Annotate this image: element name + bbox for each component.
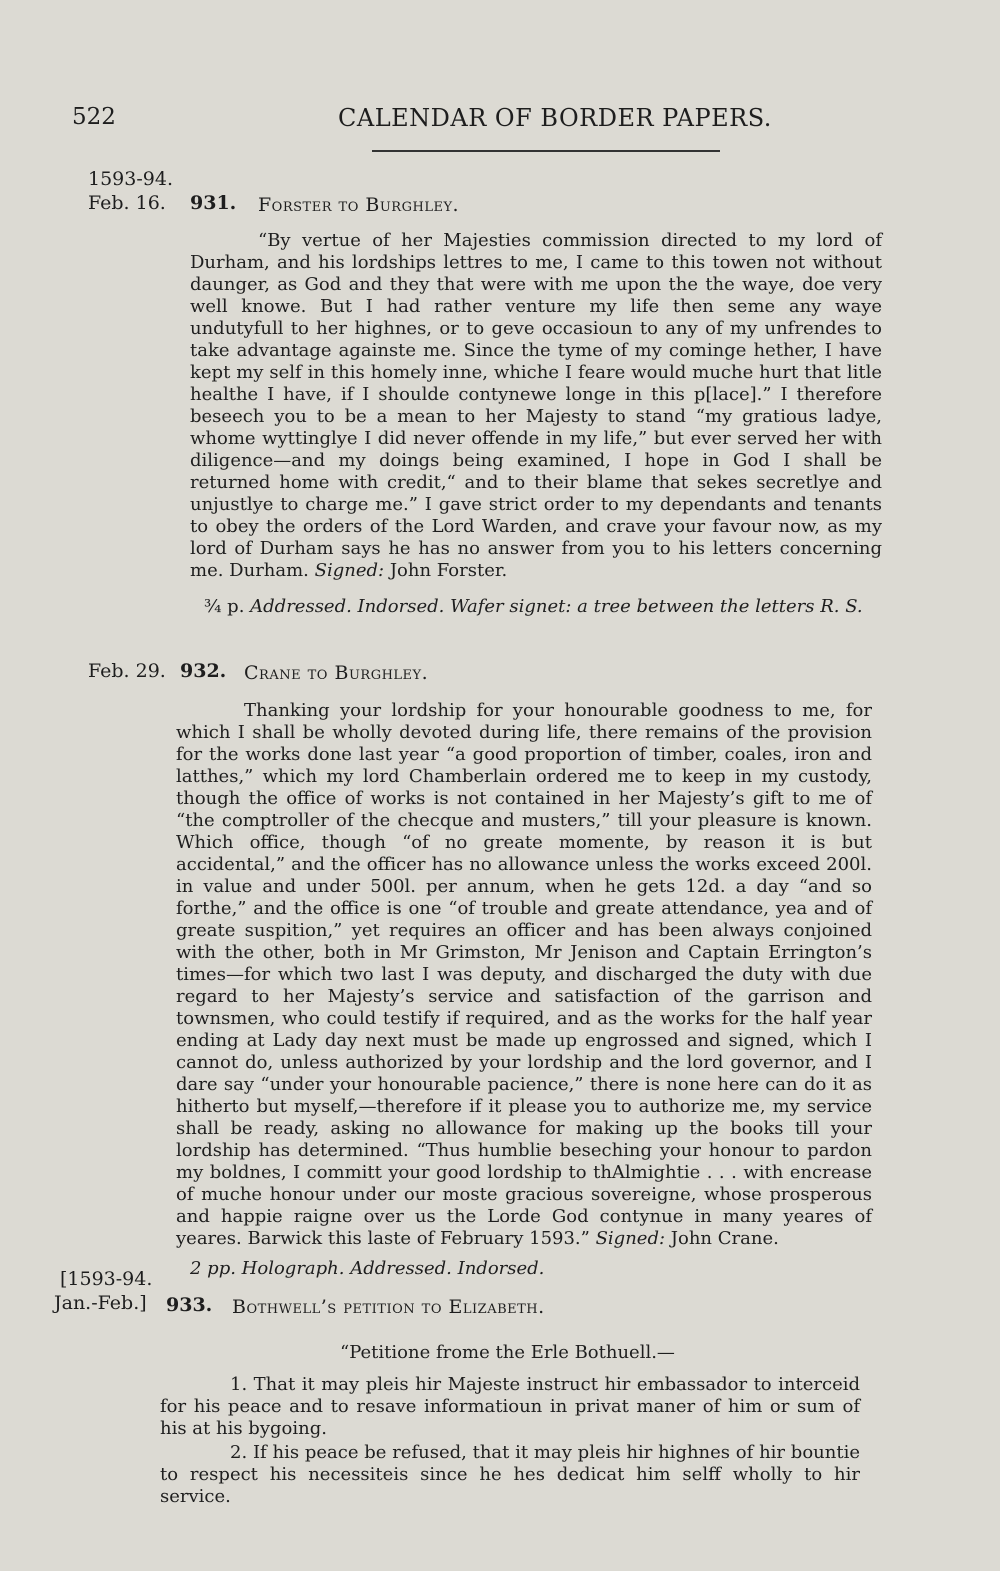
note-size: ¾ p. xyxy=(204,596,245,617)
entry-date: Feb. 29. xyxy=(88,660,166,682)
entry-body-text: “By vertue of her Majesties commission directed to my lord of Durham, and his lordships lettres to me, I came to this towen not without daunger, as God and they that were with me upon the the waye, doe very well knowe. But I had rather venture my life then seme any waye undutyfull to her highnes, or to geve occasioun to any of my unfrendes to take advantage againste me. Since the tyme of my cominge hether, I have kept my self in this homely inne, whiche I feare would muche hurt that litle healthe I have, if I shoulde contynewe longe in this p[lace].” I therefore beseech you to be a mean to her Majesty to stand “my gratious ladye, whome wyttinglye I did never offende in my life,” but ever served her with diligence—and my doings being examined, I hope in God I shall be returned home with credit,“ and to their blame that sekes secretlye and unjustlye to charge me.” I gave strict order to my dependants and tenants to obey the orders of the Lord Warden, and crave your favour now, as my lord of Durham says he has no answer from you to his letters concerning me. Durham. xyxy=(190,230,882,581)
running-title: CALENDAR OF BORDER PAPERS. xyxy=(338,104,772,132)
petition-item: 1. That it may pleis hir Majeste instruct hir embassador to interceid for his peace and to resave informatioun in privat maner of him or sum of his at his bygoing. xyxy=(160,1374,860,1439)
entry-note xyxy=(190,596,882,618)
entry-date: Jan.-Feb.] xyxy=(54,1292,147,1314)
entry-number: 931. xyxy=(190,192,237,214)
entry-title: Crane to Burghley. xyxy=(244,662,429,684)
petition-intro: “Petitione frome the Erle Bothuell.— xyxy=(340,1342,675,1363)
note-text: Addressed. Indorsed. Wafer signet: a tree between the letters R. S. xyxy=(250,596,863,617)
signed-name: John Crane. xyxy=(670,1228,779,1249)
note-text: 2 pp. Holograph. Addressed. Indorsed. xyxy=(190,1258,545,1279)
entry-number: 933. xyxy=(166,1294,213,1316)
signed-label: Signed: xyxy=(314,560,385,581)
entry-date: Feb. 16. xyxy=(88,192,166,214)
page-header xyxy=(0,104,1000,144)
entry-title: Forster to Burghley. xyxy=(258,194,460,216)
page-number: 522 xyxy=(72,104,116,130)
entry-date-year: 1593-94. xyxy=(88,168,173,190)
entry-body-text: Thanking your lordship for your honourable goodness to me, for which I shall be wholly devoted during life, there remains of the provision for the works done last year “a good proportion of timber, coales, iron and latthes,” which my lord Chamberlain ordered me to keep in my custody, though the office of works is not contained in her Majesty’s gift to me of “the comptroller of the checque and musters,” till your pleasure is known. Which office, though “of no greate momente, by reason it is but accidental,” and the officer has no allowance unless the works exceed 200l. in value and under 500l. per annum, when he gets 12d. a day “and so forthe,” and the office is one “of trouble and greate attendance, yea and of greate suspition,” yet requires an officer and has been always conjoined with the other, both in Mr Grimston, Mr Jenison and Captain Errington’s times—for which two last I was deputy, and discharged the duty with due regard to her Majesty’s service and satisfaction of the garrison and townsmen, who could testify if required, and as the works for the half year ending at Lady day next must be made up engrossed and signed, which I cannot do, unless authorized by your lordship and the lord governor, and I dare say “under your honourable pacience,” there is none here can do it as hitherto but myself,—therefore if it please you to authorize me, my service shall be ready, asking no allowance for making up the books till your lordship has determined. “Thus humblie beseching your honour to pardon my boldnes, I committ your good lordship to thAlmightie . . . with encrease of muche honour under our moste gracious sovereigne, whose prosperous and happie raigne over us the Lorde God contynue in many yeares of yeares. Barwick this laste of February 1593.” xyxy=(176,700,872,1249)
entry-number: 932. xyxy=(180,660,227,682)
entry-date-year: [1593-94. xyxy=(60,1268,153,1290)
entry-note xyxy=(190,1258,790,1280)
entry-body xyxy=(190,230,882,582)
entry-title: Bothwell’s petition to Elizabeth. xyxy=(232,1296,545,1318)
signed-name: John Forster. xyxy=(389,560,508,581)
petition-item: 2. If his peace be refused, that it may pleis hir highnes of hir bountie to respect his necessiteis since he hes dedicat him selff wholly to hir service. xyxy=(160,1442,860,1507)
signed-label: Signed: xyxy=(595,1228,666,1249)
entry-body xyxy=(176,700,872,1250)
header-rule xyxy=(372,150,720,152)
